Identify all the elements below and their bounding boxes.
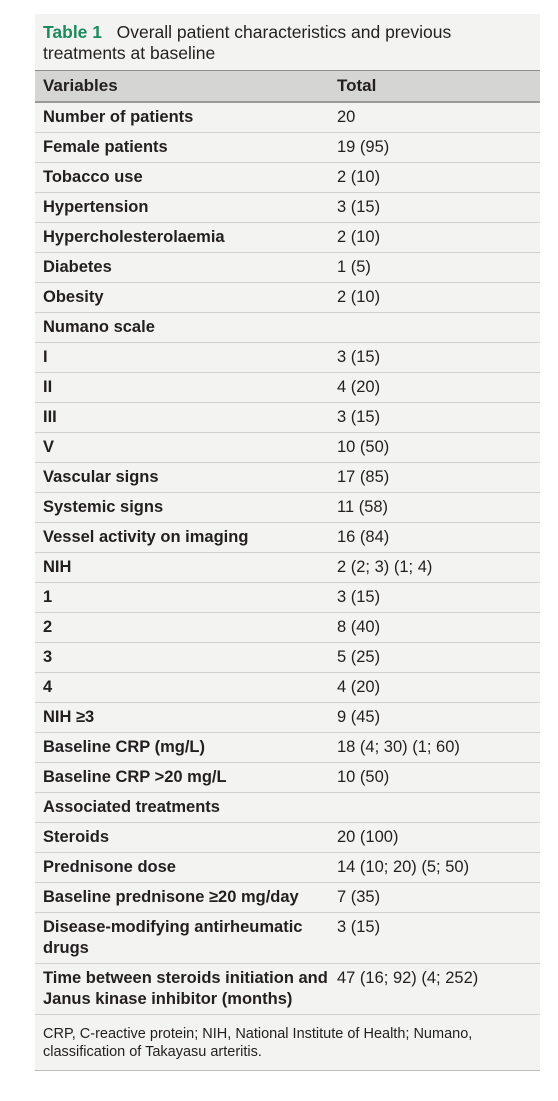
row-variable: Prednisone dose xyxy=(43,858,176,876)
table-row xyxy=(35,163,540,193)
table-row xyxy=(35,823,540,853)
row-variable: NIH xyxy=(43,558,72,576)
row-total: 8 (40) xyxy=(337,618,381,636)
table-row xyxy=(35,853,540,883)
row-total: 4 (20) xyxy=(337,378,381,396)
row-variable: Baseline CRP >20 mg/L xyxy=(43,768,227,786)
row-variable: Female patients xyxy=(43,138,168,156)
table-row xyxy=(35,223,540,253)
row-total: 3 (15) xyxy=(337,348,381,366)
table-row xyxy=(35,253,540,283)
row-variable: NIH ≥3 xyxy=(43,708,95,726)
table-body xyxy=(35,103,540,1015)
row-variable: Obesity xyxy=(43,288,104,306)
row-total: 11 (58) xyxy=(337,498,389,516)
row-variable: V xyxy=(43,438,55,456)
row-total: 2 (10) xyxy=(337,288,381,306)
row-variable: 2 xyxy=(43,618,53,636)
table-row xyxy=(35,403,540,433)
row-variable: II xyxy=(43,378,53,396)
row-variable: Hypercholesterolaemia xyxy=(43,228,225,246)
row-variable: Baseline prednisone ≥20 mg/day xyxy=(43,888,299,906)
table-row xyxy=(35,763,540,793)
row-total: 19 (95) xyxy=(337,138,390,156)
table-row xyxy=(35,523,540,553)
table-container xyxy=(35,14,540,1071)
row-variable: III xyxy=(43,408,57,426)
row-total: 3 (15) xyxy=(337,918,381,936)
table-row xyxy=(35,673,540,703)
row-total: 17 (85) xyxy=(337,468,390,486)
row-total: 14 (10; 20) (5; 50) xyxy=(337,858,470,876)
table-row xyxy=(35,703,540,733)
table-footnote: CRP, C-reactive protein; NIH, National Institute of Health; Numano, classification of Takayasu arteritis. xyxy=(35,1015,540,1071)
table-row xyxy=(35,313,540,343)
row-total: 3 (15) xyxy=(337,408,381,426)
row-variable: Baseline CRP (mg/L) xyxy=(43,738,205,756)
row-variable: Associated treatments xyxy=(43,798,220,816)
table-row xyxy=(35,643,540,673)
row-total: 47 (16; 92) (4; 252) xyxy=(337,969,479,987)
header-total: Total xyxy=(337,76,377,95)
row-total: 7 (35) xyxy=(337,888,381,906)
table-row xyxy=(35,913,540,964)
row-total: 2 (2; 3) (1; 4) xyxy=(337,558,433,576)
row-total: 1 (5) xyxy=(337,258,371,276)
table-row xyxy=(35,343,540,373)
table-row xyxy=(35,133,540,163)
row-variable: Steroids xyxy=(43,828,110,846)
table-row xyxy=(35,433,540,463)
table-label: Table 1 xyxy=(43,22,103,42)
table-row xyxy=(35,613,540,643)
table-row xyxy=(35,493,540,523)
row-variable: Hypertension xyxy=(43,198,149,216)
row-total: 10 (50) xyxy=(337,438,390,456)
table-row xyxy=(35,373,540,403)
table-title: Overall patient characteristics and previous treatments at baseline xyxy=(43,22,452,63)
row-total: 5 (25) xyxy=(337,648,381,666)
table-row xyxy=(35,733,540,763)
row-variable: Vessel activity on imaging xyxy=(43,528,249,546)
row-total: 2 (10) xyxy=(337,168,381,186)
header-variables: Variables xyxy=(43,76,118,95)
table-row xyxy=(35,553,540,583)
table-caption xyxy=(35,14,540,70)
row-variable: 1 xyxy=(43,588,53,606)
row-variable: Number of patients xyxy=(43,108,194,126)
row-variable: Time between steroids initiation and Janus kinase inhibitor (months) xyxy=(43,969,328,1008)
row-total: 3 (15) xyxy=(337,198,381,216)
row-total: 10 (50) xyxy=(337,768,390,786)
table-row xyxy=(35,793,540,823)
table-header-row xyxy=(35,70,540,103)
row-variable: Diabetes xyxy=(43,258,112,276)
table-row xyxy=(35,583,540,613)
row-total: 3 (15) xyxy=(337,588,381,606)
table-row xyxy=(35,463,540,493)
row-variable: 4 xyxy=(43,678,53,696)
row-variable: Vascular signs xyxy=(43,468,159,486)
row-total: 20 xyxy=(337,108,356,126)
row-total: 4 (20) xyxy=(337,678,381,696)
row-total: 16 (84) xyxy=(337,528,390,546)
row-variable: I xyxy=(43,348,48,366)
row-variable: 3 xyxy=(43,648,53,666)
row-total: 9 (45) xyxy=(337,708,381,726)
row-variable: Disease-modifying antirheumatic drugs xyxy=(43,918,303,957)
table-row xyxy=(35,883,540,913)
row-variable: Tobacco use xyxy=(43,168,143,186)
table-row xyxy=(35,103,540,133)
row-total: 18 (4; 30) (1; 60) xyxy=(337,738,460,756)
table-row xyxy=(35,964,540,1015)
table-row xyxy=(35,283,540,313)
row-total: 20 (100) xyxy=(337,828,399,846)
row-variable: Systemic signs xyxy=(43,498,164,516)
row-total: 2 (10) xyxy=(337,228,381,246)
table-row xyxy=(35,193,540,223)
row-variable: Numano scale xyxy=(43,318,155,336)
